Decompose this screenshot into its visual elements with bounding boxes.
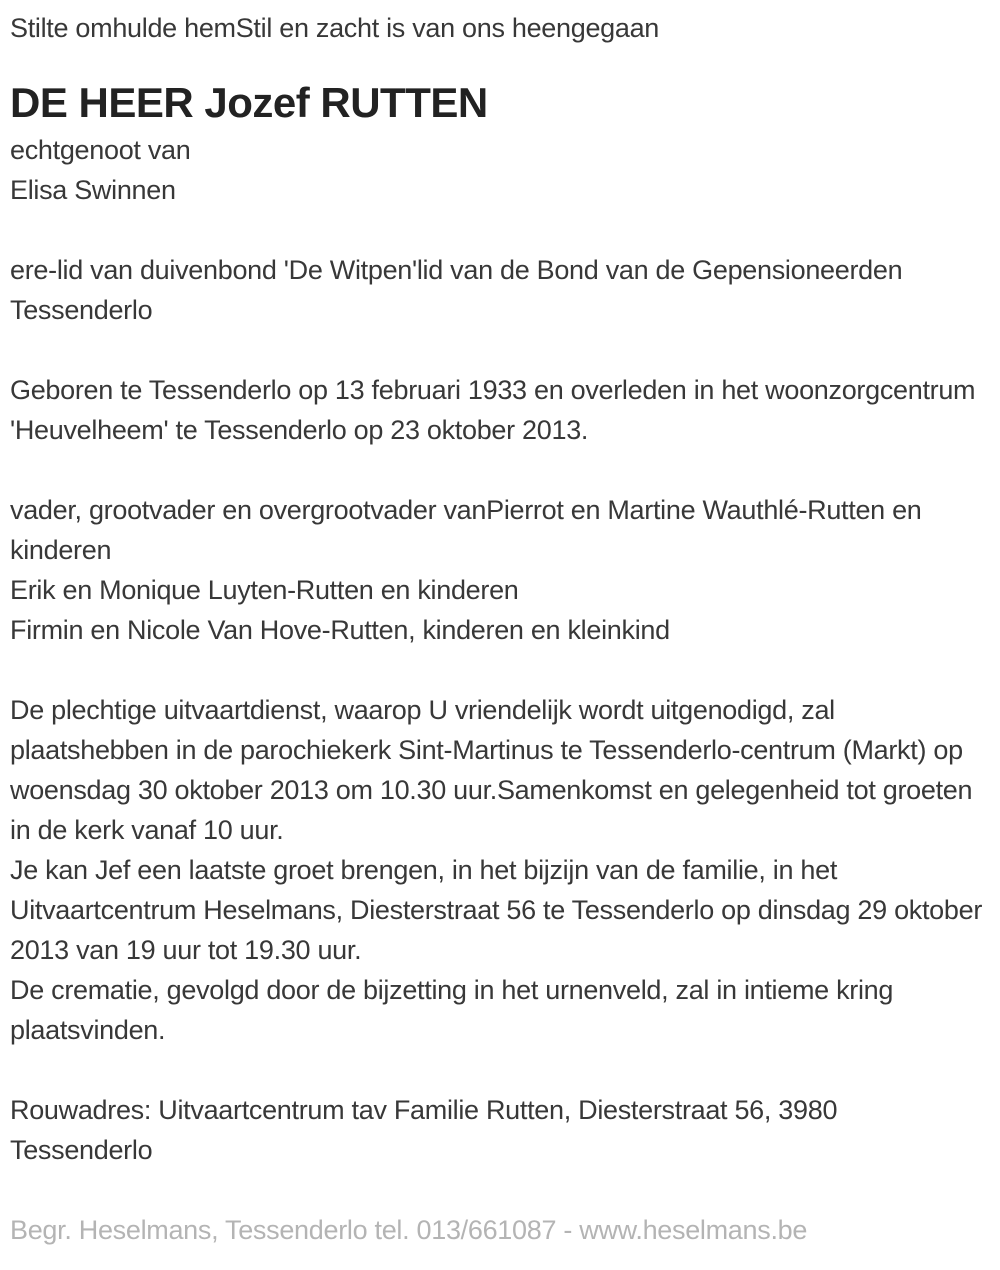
service-line: De plechtige uitvaartdienst, waarop U vriendelijk wordt uitgenodigd, zal plaatshebben in de parochiekerk Sint-Martinus te Tessenderlo-centrum (Markt) op woensdag 30 oktober 2013 om 10.30 uur.Samenkomst en gelegenheid tot groeten in de kerk vanaf 10 uur. <box>10 695 973 845</box>
spouse-name: Elisa Swinnen <box>10 175 176 205</box>
deceased-name: DE HEER Jozef RUTTEN <box>10 79 488 126</box>
service-line: De crematie, gevolgd door de bijzetting in het urnenveld, zal in intieme kring plaatsvinden. <box>10 975 894 1045</box>
funeral-home-footer: Begr. Heselmans, Tessenderlo tel. 013/661087 - www.heselmans.be <box>10 1215 808 1245</box>
birth-death-line: Geboren te Tessenderlo op 13 februari 1933 en overleden in het woonzorgcentrum 'Heuvelheem' te Tessenderlo op 23 oktober 2013. <box>10 375 976 445</box>
relation-label: echtgenoot van <box>10 135 191 165</box>
family-line: Firmin en Nicole Van Hove-Rutten, kinderen en kleinkind <box>10 615 670 645</box>
service-details <box>10 690 985 1050</box>
opening-line: Stilte omhulde hemStil en zacht is van ons heengegaan <box>10 13 660 43</box>
memberships-line: ere-lid van duivenbond 'De Witpen'lid van de Bond van de Gepensioneerden Tessenderlo <box>10 255 903 325</box>
family-list <box>10 490 985 650</box>
family-line: Erik en Monique Luyten-Rutten en kinderen <box>10 575 519 605</box>
mourning-address: Rouwadres: Uitvaartcentrum tav Familie Rutten, Diesterstraat 56, 3980 Tessenderlo <box>10 1095 838 1165</box>
service-line: Je kan Jef een laatste groet brengen, in het bijzijn van de familie, in het Uitvaartcentrum Heselmans, Diesterstraat 56 te Tessenderlo op dinsdag 29 oktober 2013 van 19 uur tot 19.30 uur. <box>10 855 983 965</box>
family-line: vader, grootvader en overgrootvader vanPierrot en Martine Wauthlé-Rutten en kinderen <box>10 495 922 565</box>
